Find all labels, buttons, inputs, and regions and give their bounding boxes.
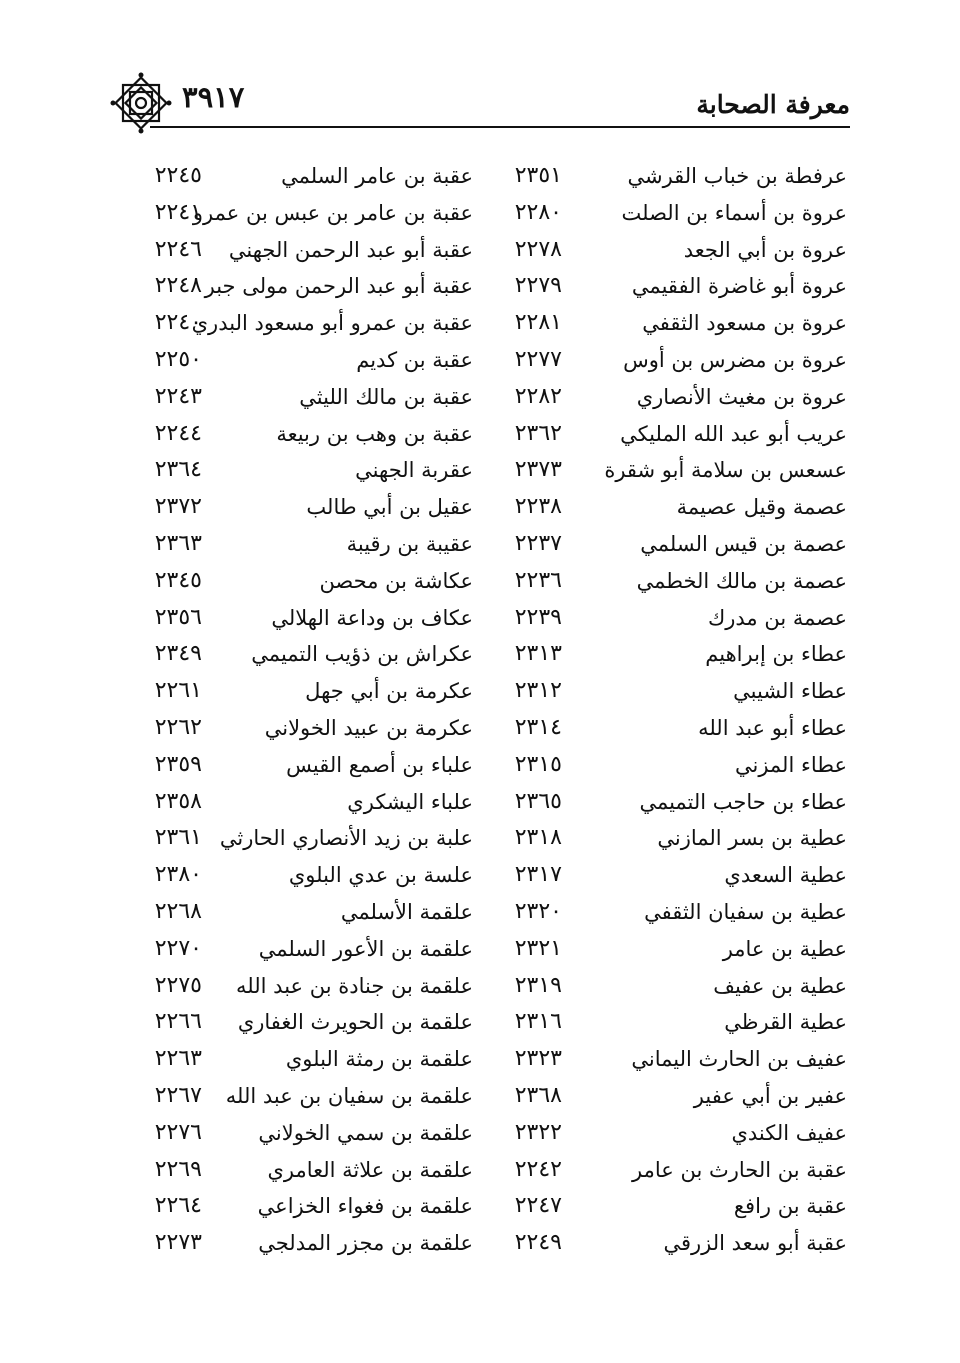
entry-name-left: عكاف بن وداعة الهلالي [271, 605, 473, 630]
entry-number-right: ٢٢٣٦ [514, 567, 562, 593]
list-item [0, 636, 960, 673]
list-item [0, 710, 960, 747]
entry-number-left: ٢٢٧٥ [154, 972, 202, 998]
entry-name-left: علقمة بن فغواء الخزاعي [257, 1194, 473, 1219]
entry-name-right: عطاء أبو عبد الله [698, 715, 847, 740]
entry-name-left: علباء اليشكري [347, 789, 473, 814]
entry-number-left: ٢٣٨٠ [154, 862, 202, 888]
entry-number-right: ٢٢٤٧ [514, 1193, 562, 1219]
entry-number-left: ٢٢٦٦ [154, 1009, 202, 1035]
entry-number-right: ٢٣٦٢ [514, 420, 562, 446]
entry-name-right: عطية بن سفيان الثقفي [644, 899, 847, 924]
entry-number-left: ٢٢٦٨ [154, 898, 202, 924]
entry-number-left: ٢٢٤٦ [154, 236, 202, 262]
entry-number-left: ٢٣٤٥ [154, 567, 202, 593]
entry-name-right: عسعس بن سلامة أبو شقرة [604, 458, 847, 483]
entry-name-right: عصمة بن مالك الخطمي [636, 568, 847, 593]
header-rule [150, 126, 850, 128]
entry-name-left: علقمة بن الأعور السلمي [258, 936, 473, 961]
entry-name-right: عطاء بن إبراهيم [705, 642, 847, 667]
entry-number-left: ٢٢٤٥ [154, 163, 202, 188]
entry-name-left: علقمة بن جنادة بن عبد الله [236, 973, 473, 998]
entry-name-left: عقبة بن عامر السلمي [281, 164, 473, 188]
entry-number-right: ٢٢٨٠ [514, 199, 562, 225]
entry-name-right: عطية بن عامر [722, 936, 847, 961]
entry-number-right: ٢٢٨١ [514, 310, 562, 336]
entry-number-left: ٢٢٤١ [154, 199, 202, 225]
list-item [0, 931, 960, 968]
entry-name-left: علسة بن عدي البلوي [288, 863, 473, 888]
entry-name-right: عصمة وقيل عصيمة [676, 495, 847, 520]
entry-name-left: علقمة بن مجزر المدلجي [258, 1231, 473, 1256]
list-item [0, 268, 960, 305]
entry-name-left: عكرمة بن أبي جهل [305, 679, 473, 704]
entry-number-left: ٢٢٥٠ [154, 346, 202, 372]
entry-number-left: ٢٣٤٩ [154, 641, 202, 667]
entry-number-left: ٢٢٦٩ [154, 1156, 202, 1182]
list-item [0, 747, 960, 784]
entry-name-left: عقبة بن وهب بن ربيعة [276, 421, 473, 446]
entry-name-left: علقمة بن سفيان بن عبد الله [225, 1083, 473, 1108]
entry-number-left: ٢٢٧٦ [154, 1119, 202, 1145]
entry-name-right: عطية القرظي [724, 1010, 847, 1035]
entry-number-left: ٢٢٦١ [154, 678, 202, 704]
entry-number-right: ٢٣١٣ [514, 641, 562, 667]
entry-name-left: علقمة بن سمي الخولاني [258, 1120, 473, 1145]
entry-name-right: عروة بن أسماء بن الصلت [621, 200, 847, 225]
entry-number-left: ٢٢٦٧ [154, 1082, 202, 1108]
entry-number-right: ٢٢٧٩ [514, 273, 562, 299]
entry-number-right: ٢٢٣٨ [514, 494, 562, 520]
entry-name-right: عرفطة بن خباب القرشي [627, 164, 847, 188]
entry-name-right: عصمة بن قيس السلمي [640, 531, 847, 556]
entry-name-right: عروة بن مضرس بن أوس [623, 347, 847, 372]
entry-number-left: ٢٣٧٢ [154, 494, 202, 520]
entry-number-right: ٢٣٢٢ [514, 1119, 562, 1145]
entry-name-right: عقبة بن الحارث بن عامر [632, 1157, 847, 1182]
list-item [0, 305, 960, 342]
entry-name-left: عقبة بن عمرو أبو مسعود البدري [191, 311, 473, 336]
entry-number-right: ٢٣١٦ [514, 1009, 562, 1035]
list-item [0, 1225, 960, 1262]
entry-number-right: ٢٣٧٣ [514, 457, 562, 483]
entry-name-right: عطية السعدي [724, 863, 847, 888]
entry-name-left: علقمة بن علاثة العامري [267, 1157, 473, 1182]
entry-number-right: ٢٢٣٩ [514, 604, 562, 630]
entry-number-left: ٢٢٧٠ [154, 935, 202, 961]
list-item [0, 1004, 960, 1041]
entry-number-left: ٢٢٧٣ [154, 1230, 202, 1256]
entry-name-right: عطية بن بسر المازني [657, 826, 847, 851]
entry-name-left: عقبة بن عامر بن عبس بن عمرو [192, 200, 473, 225]
list-item [0, 526, 960, 563]
entry-name-right: عفيف بن الحارث اليماني [631, 1047, 847, 1072]
entry-name-right: عروة بن مغيث الأنصاري [636, 384, 847, 409]
page-number: ٣٩١٧ [182, 80, 245, 114]
entry-number-right: ٢٢٣٧ [514, 530, 562, 556]
list-item [0, 416, 960, 453]
entry-name-left: عقبة بن كديم [356, 347, 473, 372]
entry-number-right: ٢٣١٩ [514, 972, 562, 998]
entry-number-right: ٢٣٢٠ [514, 898, 562, 924]
list-item [0, 1078, 960, 1115]
entry-name-left: عقيل بن أبي طالب [306, 495, 473, 520]
entry-number-left: ٢٢٦٢ [154, 714, 202, 740]
entry-name-left: عقيبة بن رقيبة [346, 531, 473, 556]
book-title: معرفة الصحابة [696, 90, 850, 119]
entry-number-left: ٢٣٥٨ [154, 788, 202, 814]
entry-name-right: عطاء بن حاجب التميمي [639, 789, 847, 814]
entry-number-right: ٢٣٦٨ [514, 1082, 562, 1108]
entry-number-left: ٢٢٤٨ [154, 273, 202, 299]
entry-number-left: ٢٣٦١ [154, 825, 202, 851]
entry-name-left: عقبة أبو عبد الرحمن مولى جبر [204, 274, 473, 299]
list-item [0, 1188, 960, 1225]
entry-name-right: عريب أبو عبد الله المليكي [620, 421, 847, 446]
entry-number-right: ٢٢٧٧ [514, 346, 562, 372]
entry-number-right: ٢٢٧٨ [514, 236, 562, 262]
entry-number-right: ٢٣٥١ [514, 163, 562, 188]
entry-name-left: علقمة الأسلمي [340, 899, 473, 924]
entry-name-left: علباء بن أصمع القيس [286, 752, 473, 777]
entry-name-right: عطية بن عفيف [713, 973, 847, 998]
list-item [0, 1041, 960, 1078]
entry-number-right: ٢٢٨٢ [514, 383, 562, 409]
entry-name-right: عروة بن أبي الجعد [683, 237, 847, 262]
entry-name-left: عكرمة بن عبيد الخولاني [264, 715, 473, 740]
entry-number-left: ٢٢٦٣ [154, 1046, 202, 1072]
entry-number-right: ٢٢٤٢ [514, 1156, 562, 1182]
list-item [0, 600, 960, 637]
entry-number-left: ٢٣٥٦ [154, 604, 202, 630]
entry-number-right: ٢٢٤٩ [514, 1230, 562, 1256]
entry-number-left: ٢٢٦٤ [154, 1193, 202, 1219]
entry-name-left: عقبة بن مالك الليثي [299, 384, 473, 409]
entry-number-right: ٢٣٦٥ [514, 788, 562, 814]
entry-number-left: ٢٢٤٤ [154, 420, 202, 446]
entry-name-right: عقبة بن رافع [733, 1194, 847, 1219]
entry-name-right: عطاء المزني [734, 752, 847, 777]
entry-name-right: عفيف الكندي [731, 1120, 847, 1145]
list-item [0, 195, 960, 232]
entry-name-left: عقربة الجهني [355, 458, 473, 483]
entry-name-right: عروة أبو غاضرة الفقيمي [631, 274, 847, 299]
entry-number-left: ٢٣٦٣ [154, 530, 202, 556]
entry-name-right: عفير بن أبي عفير [693, 1083, 847, 1108]
list-item [0, 232, 960, 269]
entry-name-right: عصمة بن مدرك [707, 605, 847, 630]
list-item [0, 563, 960, 600]
entry-name-left: عكراش بن ذؤيب التميمي [251, 642, 473, 667]
entry-name-left: عقبة أبو عبد الرحمن الجهني [228, 237, 473, 262]
entry-number-right: ٢٣٢٣ [514, 1046, 562, 1072]
entry-number-left: ٢٣٦٤ [154, 457, 202, 483]
page-header [110, 72, 850, 124]
entry-name-left: عكاشة بن محصن [319, 568, 473, 593]
entry-name-left: علبة بن زيد الأنصاري الحارثي [219, 826, 473, 851]
list-item [0, 1152, 960, 1189]
entry-number-right: ٢٣١٢ [514, 678, 562, 704]
list-item [0, 452, 960, 489]
entry-name-right: عروة بن مسعود الثقفي [642, 311, 847, 336]
list-item [0, 857, 960, 894]
entry-number-right: ٢٣١٥ [514, 751, 562, 777]
list-item [0, 820, 960, 857]
list-item [0, 673, 960, 710]
entry-number-left: ٢٢٤٣ [154, 383, 202, 409]
ornament-icon [110, 72, 172, 134]
entry-number-right: ٢٣١٤ [514, 714, 562, 740]
list-item [0, 968, 960, 1005]
entry-name-right: عقبة أبو سعد الزرقي [663, 1231, 847, 1256]
entry-number-left: ٢٢٤٠ [154, 310, 202, 336]
entry-list [0, 158, 960, 1262]
entry-number-left: ٢٣٥٩ [154, 751, 202, 777]
entry-name-left: علقمة بن الحويرث الغفاري [237, 1010, 473, 1035]
list-item [0, 489, 960, 526]
entry-number-right: ٢٣٢١ [514, 935, 562, 961]
entry-number-right: ٢٣١٨ [514, 825, 562, 851]
entry-name-left: علقمة بن رمثة البلوي [285, 1047, 473, 1072]
list-item [0, 784, 960, 821]
entry-number-right: ٢٣١٧ [514, 862, 562, 888]
list-item [0, 379, 960, 416]
list-item [0, 894, 960, 931]
list-item [0, 1115, 960, 1152]
entry-name-right: عطاء الشيبي [733, 679, 847, 704]
list-item [0, 158, 960, 195]
list-item [0, 342, 960, 379]
